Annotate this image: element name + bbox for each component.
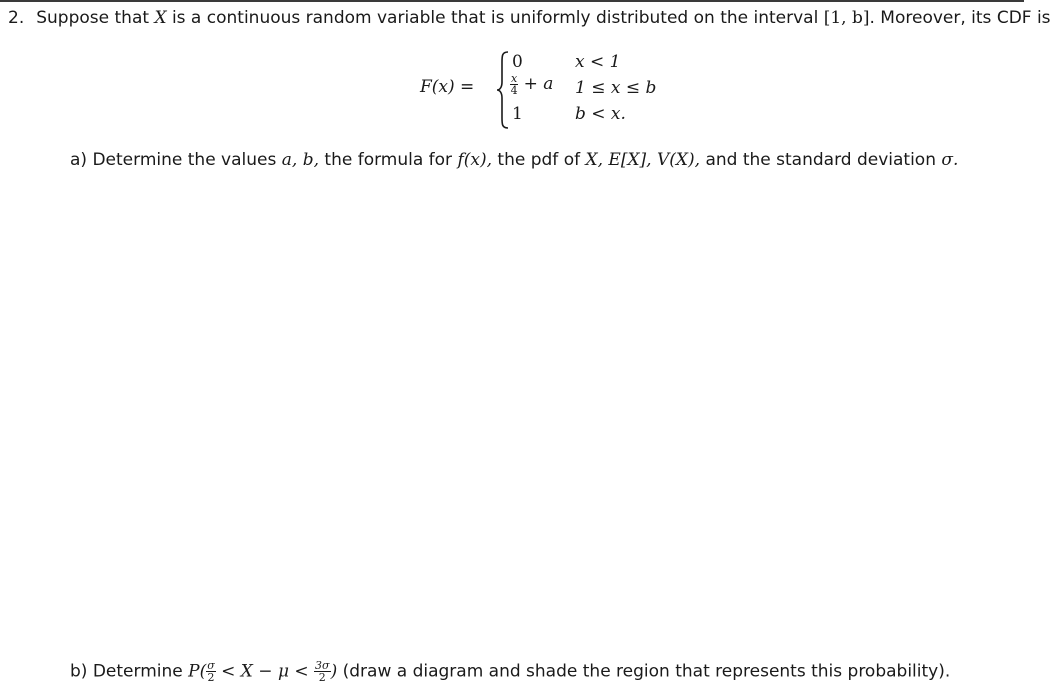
cdf-row-1-value: 0 [512, 52, 523, 72]
cdf-lhs: F(x) = [420, 77, 475, 97]
part-b-text-1: Determine [92, 661, 183, 682]
problem-statement [8, 8, 1051, 28]
cdf-row-2-value: $\frac{x}{4}$ + a [510, 72, 554, 97]
cdf-formula [420, 48, 720, 132]
part-a-math-4: σ. [941, 150, 959, 170]
part-a-math-2: f(x), [457, 150, 493, 170]
problem-number: 2. [8, 8, 25, 28]
interval: [1, b] [823, 8, 870, 28]
top-border [0, 0, 1024, 2]
part-a [70, 150, 958, 170]
part-b-text-2: (draw a diagram and shade the region that represents this probability). [342, 661, 951, 682]
cdf-row-2-condition: 1 ≤ x ≤ b [575, 78, 657, 98]
problem-text-1: Suppose that [36, 8, 150, 28]
part-a-math-3: X, E[X], V(X), [585, 150, 701, 170]
part-b-math-2: < X − μ < [221, 661, 309, 682]
part-a-math-1: a, b, [281, 150, 319, 170]
cdf-row-3-value: 1 [512, 104, 523, 124]
cdf-row-3-condition: b < x. [575, 104, 626, 124]
problem-text-2: is a continuous random variable that is uniformly distributed on the interval [171, 8, 819, 28]
part-a-text-1: Determine the values [92, 150, 277, 170]
cdf-row-1-condition: x < 1 [575, 52, 621, 72]
part-a-text-2: the formula for [324, 150, 453, 170]
fraction-sigma-over-2: $\frac{\sigma}{2}$ [207, 659, 215, 684]
problem-text-3: . Moreover, its CDF is [869, 8, 1051, 28]
part-a-text-4: and the standard deviation [705, 150, 936, 170]
part-b-math-1: P( [188, 661, 207, 682]
part-b-math-3: ) [330, 661, 338, 682]
variable-x: X [154, 8, 167, 28]
left-brace-icon [496, 50, 510, 130]
part-a-text-3: the pdf of [497, 150, 581, 170]
part-a-label: a) [70, 150, 88, 170]
part-b [70, 660, 950, 683]
fraction-x-over-4: $\frac{x}{4}$ [510, 72, 518, 97]
part-b-label: b) [70, 661, 88, 682]
fraction-3sigma-over-2: $\frac{3\sigma}{2}$ [315, 659, 330, 684]
